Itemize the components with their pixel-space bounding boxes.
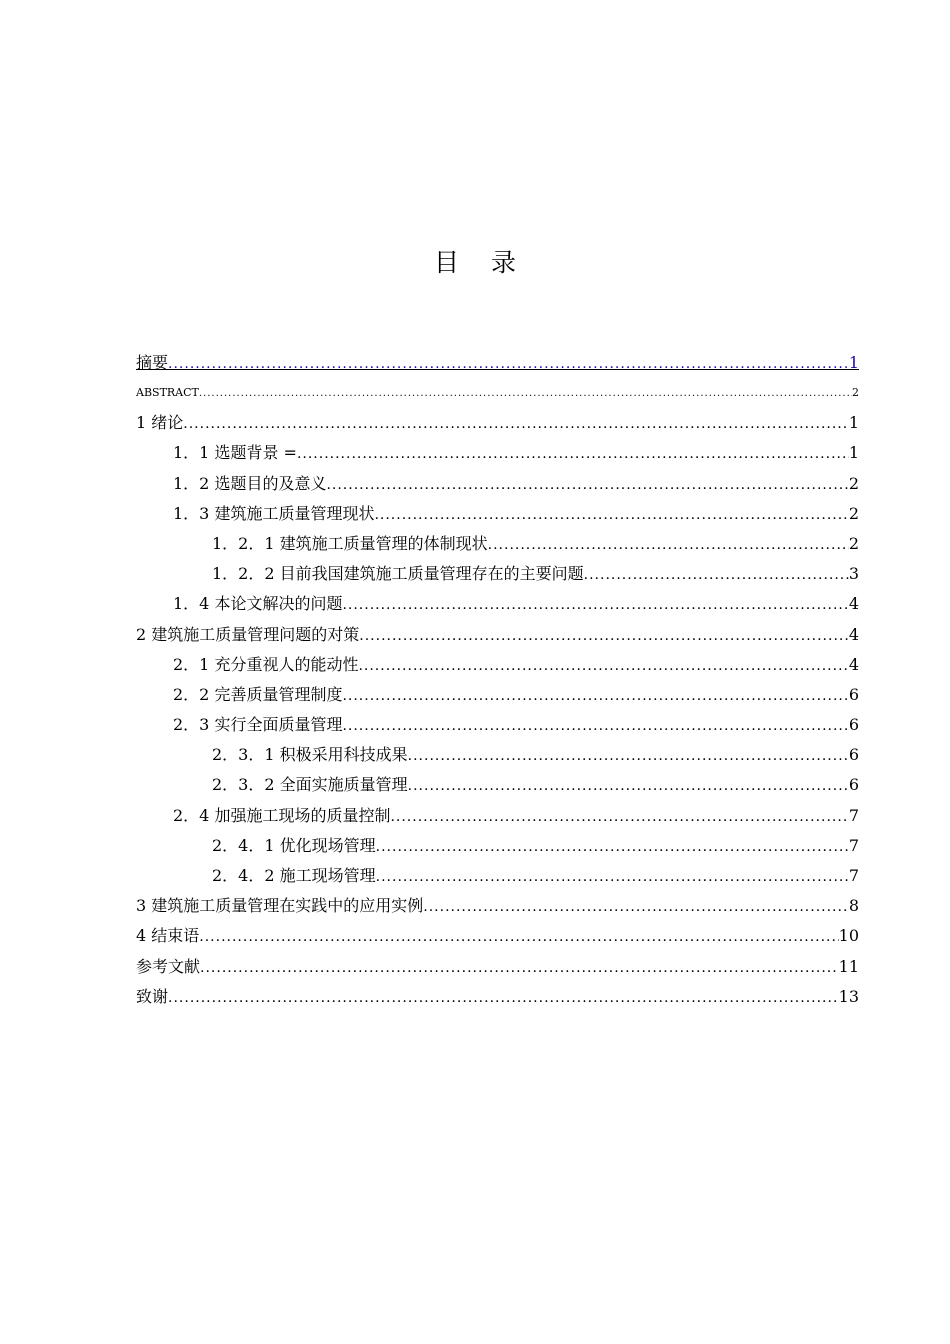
toc-entry[interactable] <box>136 801 859 831</box>
toc-entry[interactable] <box>136 469 859 499</box>
toc-entry-abstract-cn[interactable] <box>136 348 859 378</box>
toc-dot-leader <box>584 560 849 590</box>
toc-entry-label: 2．4 加强施工现场的质量控制 <box>173 805 391 825</box>
toc-entry-label: 2．1 充分重视人的能动性 <box>173 654 359 674</box>
toc-entry[interactable] <box>136 861 859 891</box>
toc-entry-label: 2．2 完善质量管理制度 <box>173 684 343 704</box>
toc-entry-label: ABSTRACT <box>136 386 199 400</box>
toc-entry-label: 致谢 <box>136 986 169 1006</box>
toc-entry-label: 1．2．2 目前我国建筑施工质量管理存在的主要问题 <box>212 564 584 584</box>
toc-entry[interactable] <box>136 438 859 468</box>
toc-entry-page: 2 <box>848 503 859 523</box>
toc-entry[interactable] <box>136 559 859 589</box>
toc-dot-leader <box>342 711 848 741</box>
toc-dot-leader <box>408 771 849 801</box>
toc-dot-leader <box>376 832 849 862</box>
toc-entry-page: 7 <box>848 835 859 855</box>
toc-entry-page: 4 <box>848 654 859 674</box>
toc-entry-label: 2．3 实行全面质量管理 <box>173 715 343 735</box>
toc-entry-page: 4 <box>848 624 859 644</box>
toc-entry-label: 2．3．2 全面实施质量管理 <box>212 775 408 795</box>
toc-dot-leader <box>423 892 849 922</box>
toc-entry-page: 1 <box>848 413 859 433</box>
toc-entry-page: 3 <box>848 564 859 584</box>
toc-entry[interactable] <box>136 620 859 650</box>
toc-dot-leader <box>168 983 839 1013</box>
toc-entry-label: 参考文献 <box>136 956 201 976</box>
toc-entry-page: 6 <box>848 775 859 795</box>
toc-entry-page: 6 <box>848 684 859 704</box>
toc-entry-page: 11 <box>838 956 859 976</box>
toc-entry[interactable] <box>136 589 859 619</box>
toc-dot-leader <box>342 590 848 620</box>
toc-entry-label: 1．4 本论文解决的问题 <box>173 594 343 614</box>
toc-entry-label: 1．2．1 建筑施工质量管理的体制现状 <box>212 533 488 553</box>
toc-entry-label: 2．4．1 优化现场管理 <box>212 835 376 855</box>
toc-dot-leader <box>183 409 849 439</box>
toc-entry-label: 2．4．2 施工现场管理 <box>212 866 376 885</box>
toc-entry-label: 1．3 建筑施工质量管理现状 <box>173 503 375 523</box>
toc-dot-leader <box>488 530 849 560</box>
toc-entry-page: 7 <box>848 805 859 825</box>
toc-entry-page: 8 <box>848 896 859 916</box>
toc-entry-page: 1 <box>848 443 859 463</box>
toc-entry[interactable] <box>136 952 859 982</box>
toc-entry-page: 7 <box>848 866 859 885</box>
toc-entry[interactable] <box>136 770 859 800</box>
toc-entry-label: 摘要 <box>136 353 169 372</box>
toc-entry-page: 2 <box>852 386 859 400</box>
toc-entry-abstract-en[interactable] <box>136 378 859 408</box>
toc-dot-leader <box>342 681 848 711</box>
toc-entry-label: 4 结束语 <box>136 926 200 946</box>
toc-dot-leader <box>199 922 838 952</box>
toc-entry-label: 2 建筑施工质量管理问题的对策 <box>136 624 360 644</box>
toc-dot-leader <box>376 862 849 892</box>
toc-dot-leader <box>326 470 848 500</box>
toc-entry[interactable] <box>136 740 859 770</box>
toc-entry-label: 2．3．1 积极采用科技成果 <box>212 745 408 765</box>
toc-entry[interactable] <box>136 921 859 951</box>
toc-dot-leader <box>359 621 849 651</box>
toc-dot-leader <box>358 651 848 681</box>
toc-entry-page: 13 <box>838 986 859 1006</box>
toc-entry-label: 1．2 选题目的及意义 <box>173 473 327 493</box>
toc-entry-page: 2 <box>848 533 859 553</box>
toc-entry-page: 6 <box>848 715 859 735</box>
toc-entry-page: 4 <box>848 594 859 614</box>
toc-entry[interactable] <box>136 650 859 680</box>
toc-entry-label: 1 绪论 <box>136 413 184 433</box>
toc-entry-page: 6 <box>848 745 859 765</box>
toc-entry[interactable] <box>136 831 859 861</box>
toc-entry-label: 1．1 选题背景 = <box>173 443 297 463</box>
toc-entry[interactable] <box>136 982 859 1012</box>
toc-dot-leader <box>408 741 849 771</box>
toc-dot-leader <box>199 379 852 409</box>
toc-entry[interactable] <box>136 891 859 921</box>
toc-dot-leader <box>297 439 849 469</box>
toc-entry[interactable] <box>136 710 859 740</box>
toc-entry-label: 3 建筑施工质量管理在实践中的应用实例 <box>136 896 424 916</box>
toc-dot-leader <box>200 953 839 983</box>
toc-entry[interactable] <box>136 408 859 438</box>
page-title: 目 录 <box>434 248 528 277</box>
toc-entry-page: 10 <box>838 926 859 946</box>
toc-entry[interactable] <box>136 529 859 559</box>
toc-dot-leader <box>390 802 848 832</box>
table-of-contents <box>136 348 859 1012</box>
toc-entry-page: 1 <box>848 353 859 372</box>
toc-entry[interactable] <box>136 680 859 710</box>
toc-dot-leader <box>374 500 848 530</box>
toc-dot-leader <box>168 349 849 379</box>
toc-entry[interactable] <box>136 499 859 529</box>
toc-entry-page: 2 <box>848 473 859 493</box>
